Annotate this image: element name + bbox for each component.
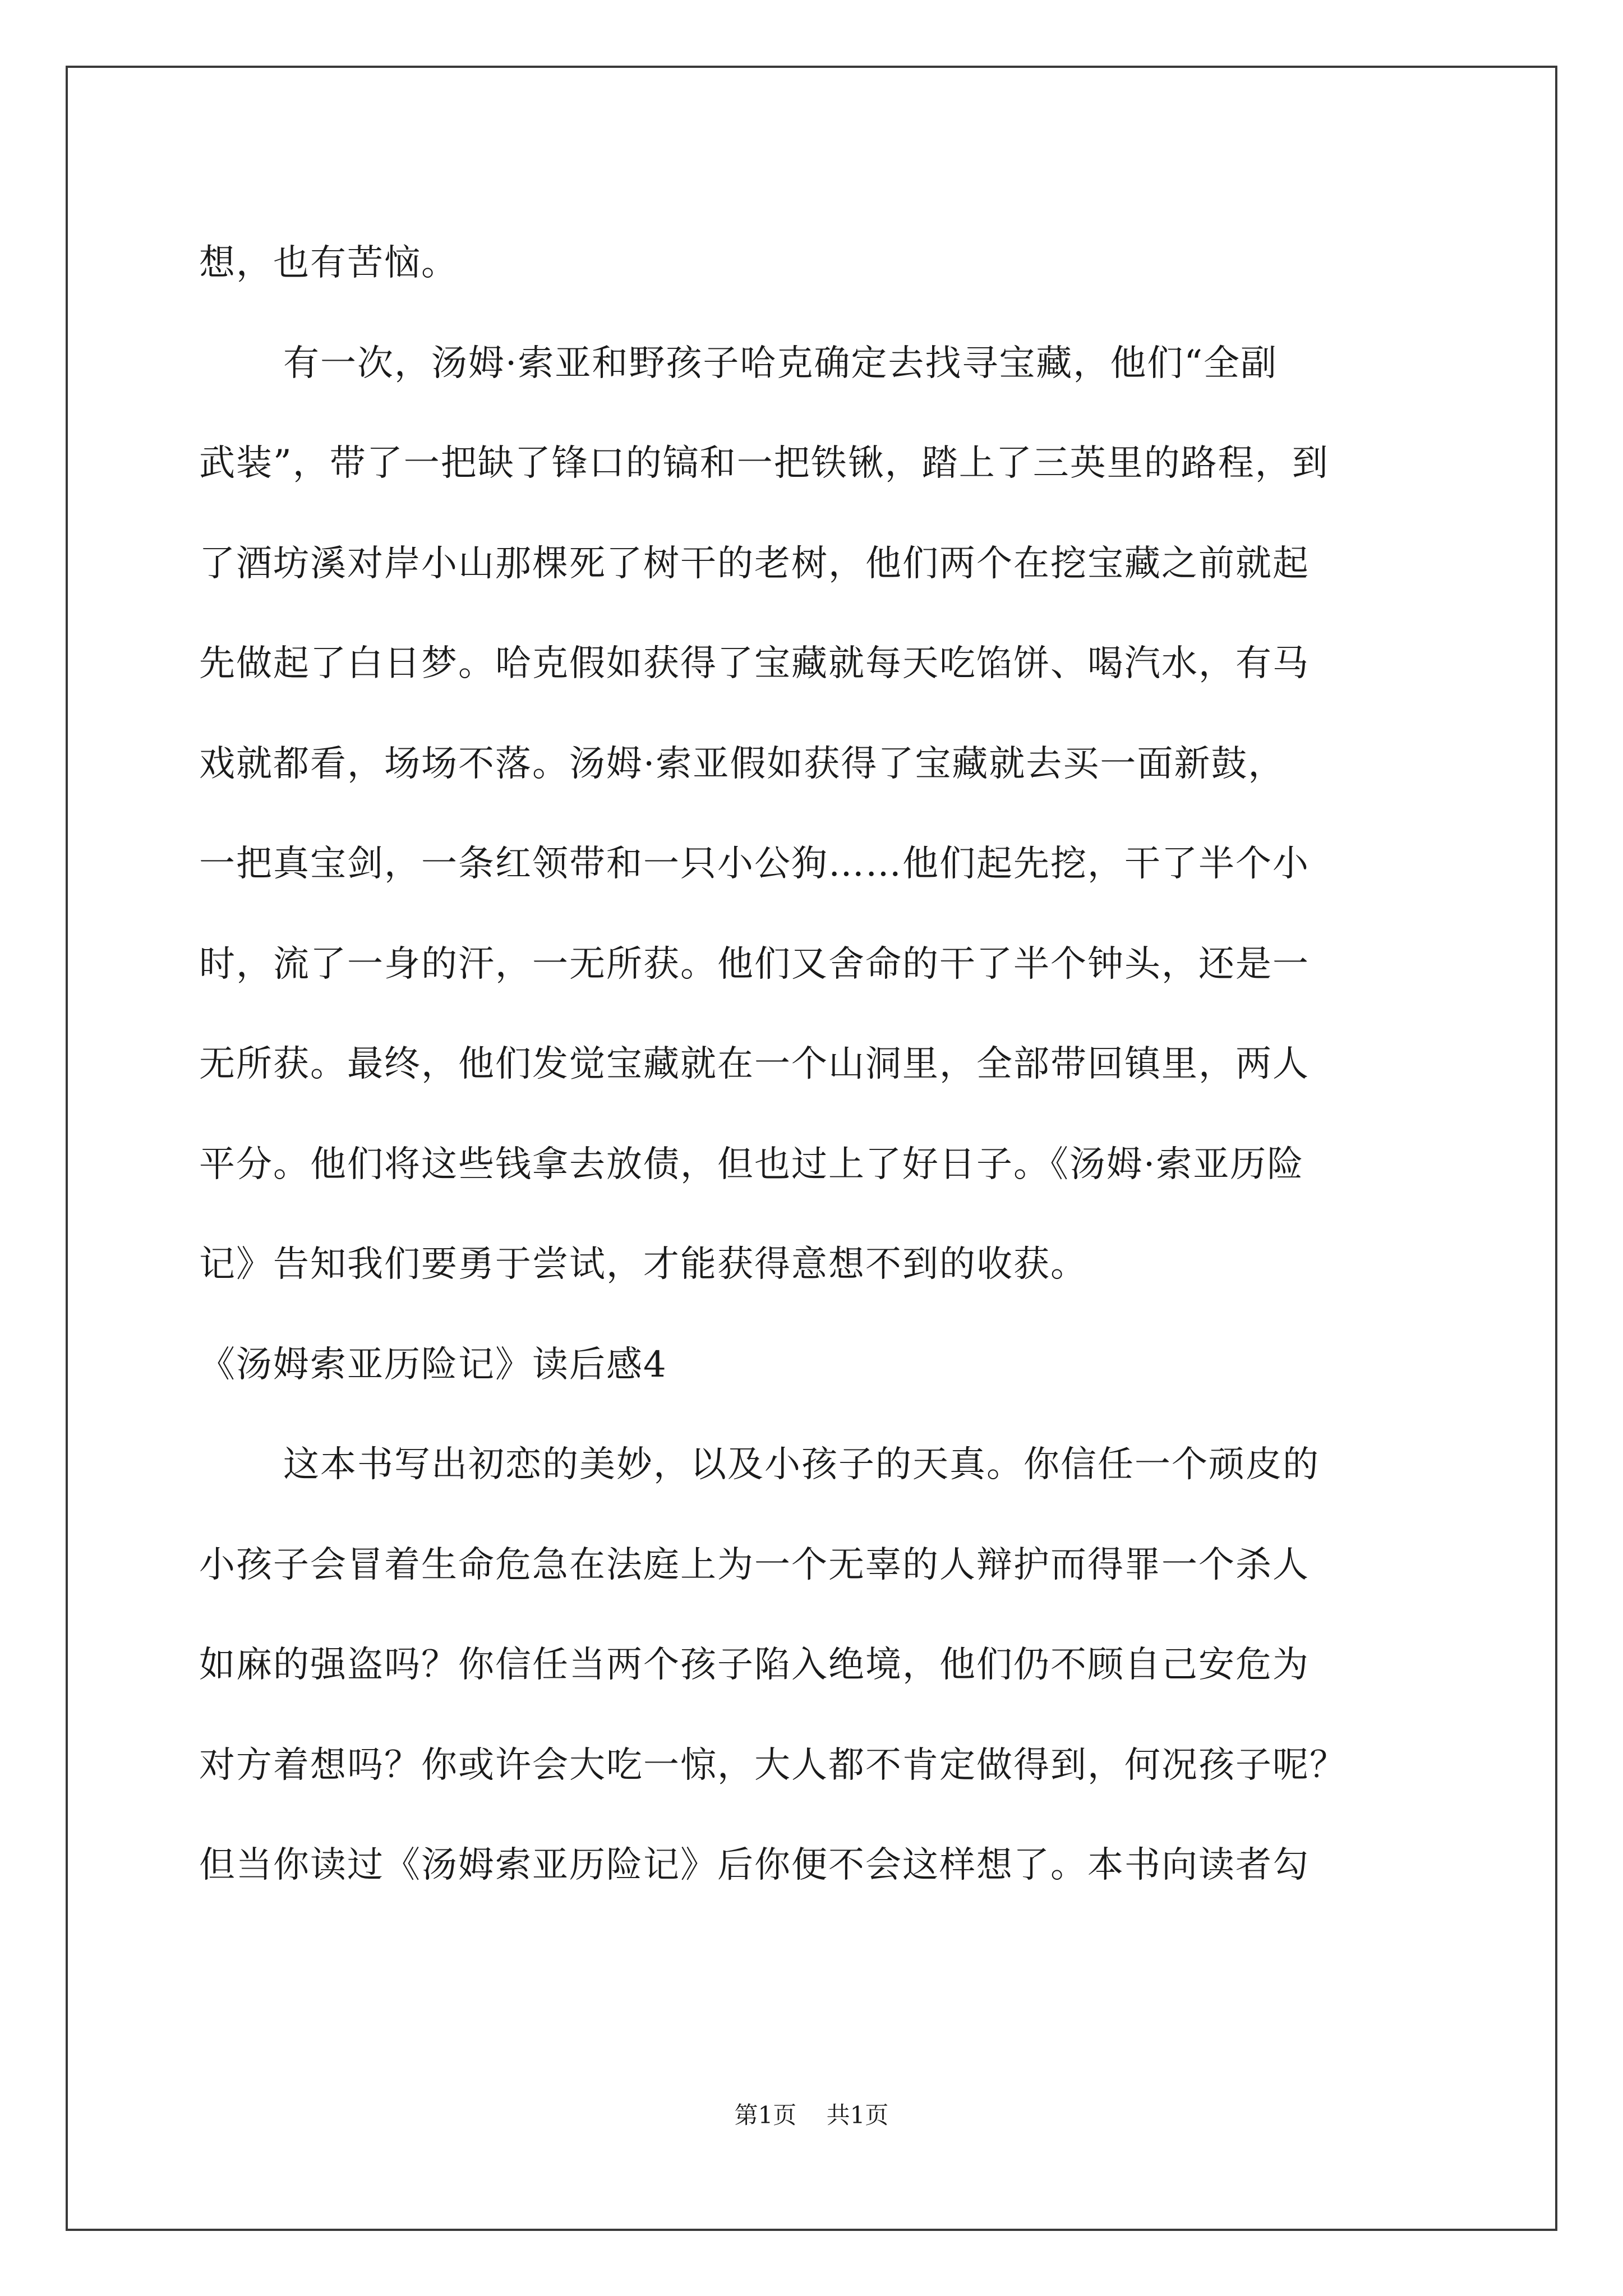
text-line: 如麻的强盗吗？你信任当两个孩子陷入绝境，他们仍不顾自己安危为 <box>199 1644 1310 1686</box>
text-line: 想，也有苦恼。 <box>199 242 458 284</box>
text-line: 记》告知我们要勇于尝试，才能获得意想不到的收获。 <box>199 1244 1087 1285</box>
page-number: 第1页 <box>734 2101 797 2129</box>
page-footer <box>0 2101 1623 2130</box>
document-body <box>199 213 1427 1916</box>
text-line: 武装”，带了一把缺了锋口的镐和一把铁锹，踏上了三英里的路程，到 <box>199 443 1329 484</box>
text-line: 对方着想吗？你或许会大吃一惊，大人都不肯定做得到，何况孩子呢？ <box>199 1744 1347 1786</box>
text-line: 先做起了白日梦。哈克假如获得了宝藏就每天吃馅饼、喝汽水，有马 <box>199 643 1310 684</box>
text-line: 戏就都看，场场不落。汤姆·索亚假如获得了宝藏就去买一面新鼓， <box>199 743 1285 785</box>
text-line: 但当你读过《汤姆索亚历险记》后你便不会这样想了。本书向读者勾 <box>199 1844 1310 1886</box>
paragraph-start-line: 这本书写出初恋的美妙，以及小孩子的天真。你信任一个顽皮的 <box>283 1444 1320 1485</box>
page-total: 共1页 <box>826 2101 889 2129</box>
text-line: 了酒坊溪对岸小山那棵死了树干的老树，他们两个在挖宝藏之前就起 <box>199 542 1310 585</box>
text-line: 一把真宝剑，一条红领带和一只小公狗……他们起先挖，干了半个小 <box>199 843 1310 885</box>
text-line: 无所获。最终，他们发觉宝藏就在一个山洞里，全部带回镇里，两人 <box>199 1043 1310 1085</box>
paragraph-start-line: 有一次，汤姆·索亚和野孩子哈克确定去找寻宝藏，他们“全副 <box>283 342 1278 384</box>
text-line: 小孩子会冒着生命危急在法庭上为一个无辜的人辩护而得罪一个杀人 <box>199 1544 1310 1586</box>
text-line: 时，流了一身的汗，一无所获。他们又舍命的干了半个钟头，还是一 <box>199 943 1310 985</box>
text-line: 平分。他们将这些钱拿去放债，但也过上了好日子。《汤姆·索亚历险 <box>199 1143 1304 1185</box>
section-heading: 《汤姆索亚历险记》读后感4 <box>199 1343 667 1386</box>
